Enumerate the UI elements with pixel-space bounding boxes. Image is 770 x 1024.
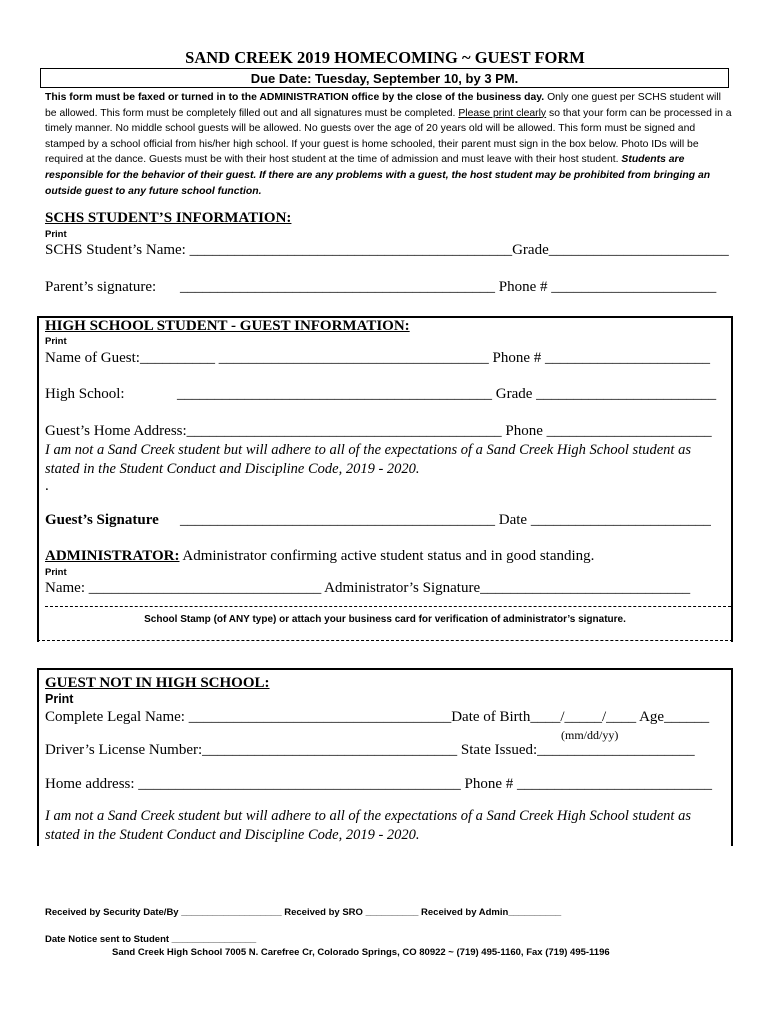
received-by-line: Received by Security Date/By ___________________ Received by SRO __________ Received by Admin__________: [45, 907, 562, 918]
parent-signature-field[interactable]: __________________________________________ Phone # ______________________: [180, 279, 717, 295]
school-stamp-note: School Stamp (of ANY type) or attach your business card for verification of administrator’s signature.: [144, 614, 626, 625]
high-school-field[interactable]: __________________________________________ Grade ________________________: [177, 386, 717, 402]
student-print-label: Print: [45, 229, 67, 240]
guest-hs-print-label: Print: [45, 336, 67, 347]
student-section-heading: SCHS STUDENT’S INFORMATION:: [45, 210, 292, 226]
parent-signature-label: Parent’s signature:: [45, 279, 157, 295]
guest-address-field[interactable]: Guest’s Home Address:__________________________________________ Phone ______________________: [45, 423, 712, 439]
instructions-bold-sentence: This form must be faxed or turned in to the ADMINISTRATION office by the close of the business day.: [45, 92, 545, 103]
guest-not-hs-statement-line1: I am not a Sand Creek student but will adhere to all of the expectations of a Sand Creek High School student as: [45, 808, 691, 824]
guest-signature-label: Guest’s Signature: [45, 512, 159, 528]
instructions-text-continued: so that your form can be processed in a timely manner. No middle school guests will be allowed. No guests over the age of 20 years old will be allowed. This form must be signed and stamped by a school official from his/her high school. If your guest is home schooled, their parent must sign in the box below. Photo IDs will be required at the dance. Guests must be with their host student at the time of admission and must leave with their host student.: [45, 107, 732, 166]
admin-line: [45, 548, 594, 565]
guest-not-hs-print-label: Print: [45, 692, 74, 706]
stamp-area-bottom-divider: [37, 640, 733, 641]
student-name-field[interactable]: SCHS Student’s Name: ___________________________________________Grade________________________: [45, 242, 729, 258]
page-title: SAND CREEK 2019 HOMECOMING ~ GUEST FORM: [185, 48, 585, 67]
guest-hs-statement-line1: I am not a Sand Creek student but will adhere to all of the expectations of a Sand Creek High School student as: [45, 442, 691, 458]
instructions-print-clearly: Please print clearly: [458, 107, 547, 119]
admin-description: Administrator confirming active student status and in good standing.: [179, 548, 595, 564]
drivers-license-field[interactable]: Driver’s License Number:__________________________________ State Issued:_____________________: [45, 742, 695, 758]
guest-not-hs-statement-line2: stated in the Student Conduct and Discipline Code, 2019 - 2020.: [45, 827, 420, 843]
stamp-area-top-divider: [45, 606, 731, 607]
dob-format-hint: (mm/dd/yy): [561, 728, 619, 742]
legal-name-dob-field[interactable]: Complete Legal Name: ___________________________________Date of Birth____/_____/____ Age______: [45, 709, 710, 725]
instructions-text: Only one guest per SCHS student will be allowed. This form must be completely filled out and all signatures must be completed.: [45, 92, 721, 119]
home-address-field[interactable]: Home address: ___________________________________________ Phone # __________________________: [45, 776, 713, 792]
instructions-responsibility-note: Students are responsible for the behavior of their guest. If there are any problems with a guest, the host student may be prohibited from bringing an outside guest to any future school function.: [45, 154, 711, 197]
guest-name-field[interactable]: Name of Guest:__________ ____________________________________ Phone # ______________________: [45, 350, 710, 366]
high-school-label: High School:: [45, 386, 125, 402]
date-notice-line: Date Notice sent to Student ________________: [45, 934, 257, 945]
guest-signature-field[interactable]: __________________________________________ Date ________________________: [180, 512, 711, 528]
guest-hs-statement-line2: stated in the Student Conduct and Discipline Code, 2019 - 2020.: [45, 461, 420, 477]
admin-name-signature-field[interactable]: Name: _______________________________ Administrator’s Signature____________________________: [45, 580, 691, 596]
instructions-paragraph: [45, 90, 735, 199]
due-date-banner: Due Date: Tuesday, September 10, by 3 PM.: [40, 68, 729, 88]
guest-hs-heading: HIGH SCHOOL STUDENT - GUEST INFORMATION:: [45, 318, 410, 334]
admin-heading: ADMINISTRATOR:: [45, 548, 180, 564]
admin-print-label: Print: [45, 567, 67, 578]
school-address-footer: Sand Creek High School 7005 N. Carefree Cr, Colorado Springs, CO 80922 ~ (719) 495-1160, Fax (719) 495-1196: [112, 947, 610, 958]
stray-dot: .: [45, 478, 49, 494]
guest-not-hs-heading: GUEST NOT IN HIGH SCHOOL:: [45, 675, 270, 691]
